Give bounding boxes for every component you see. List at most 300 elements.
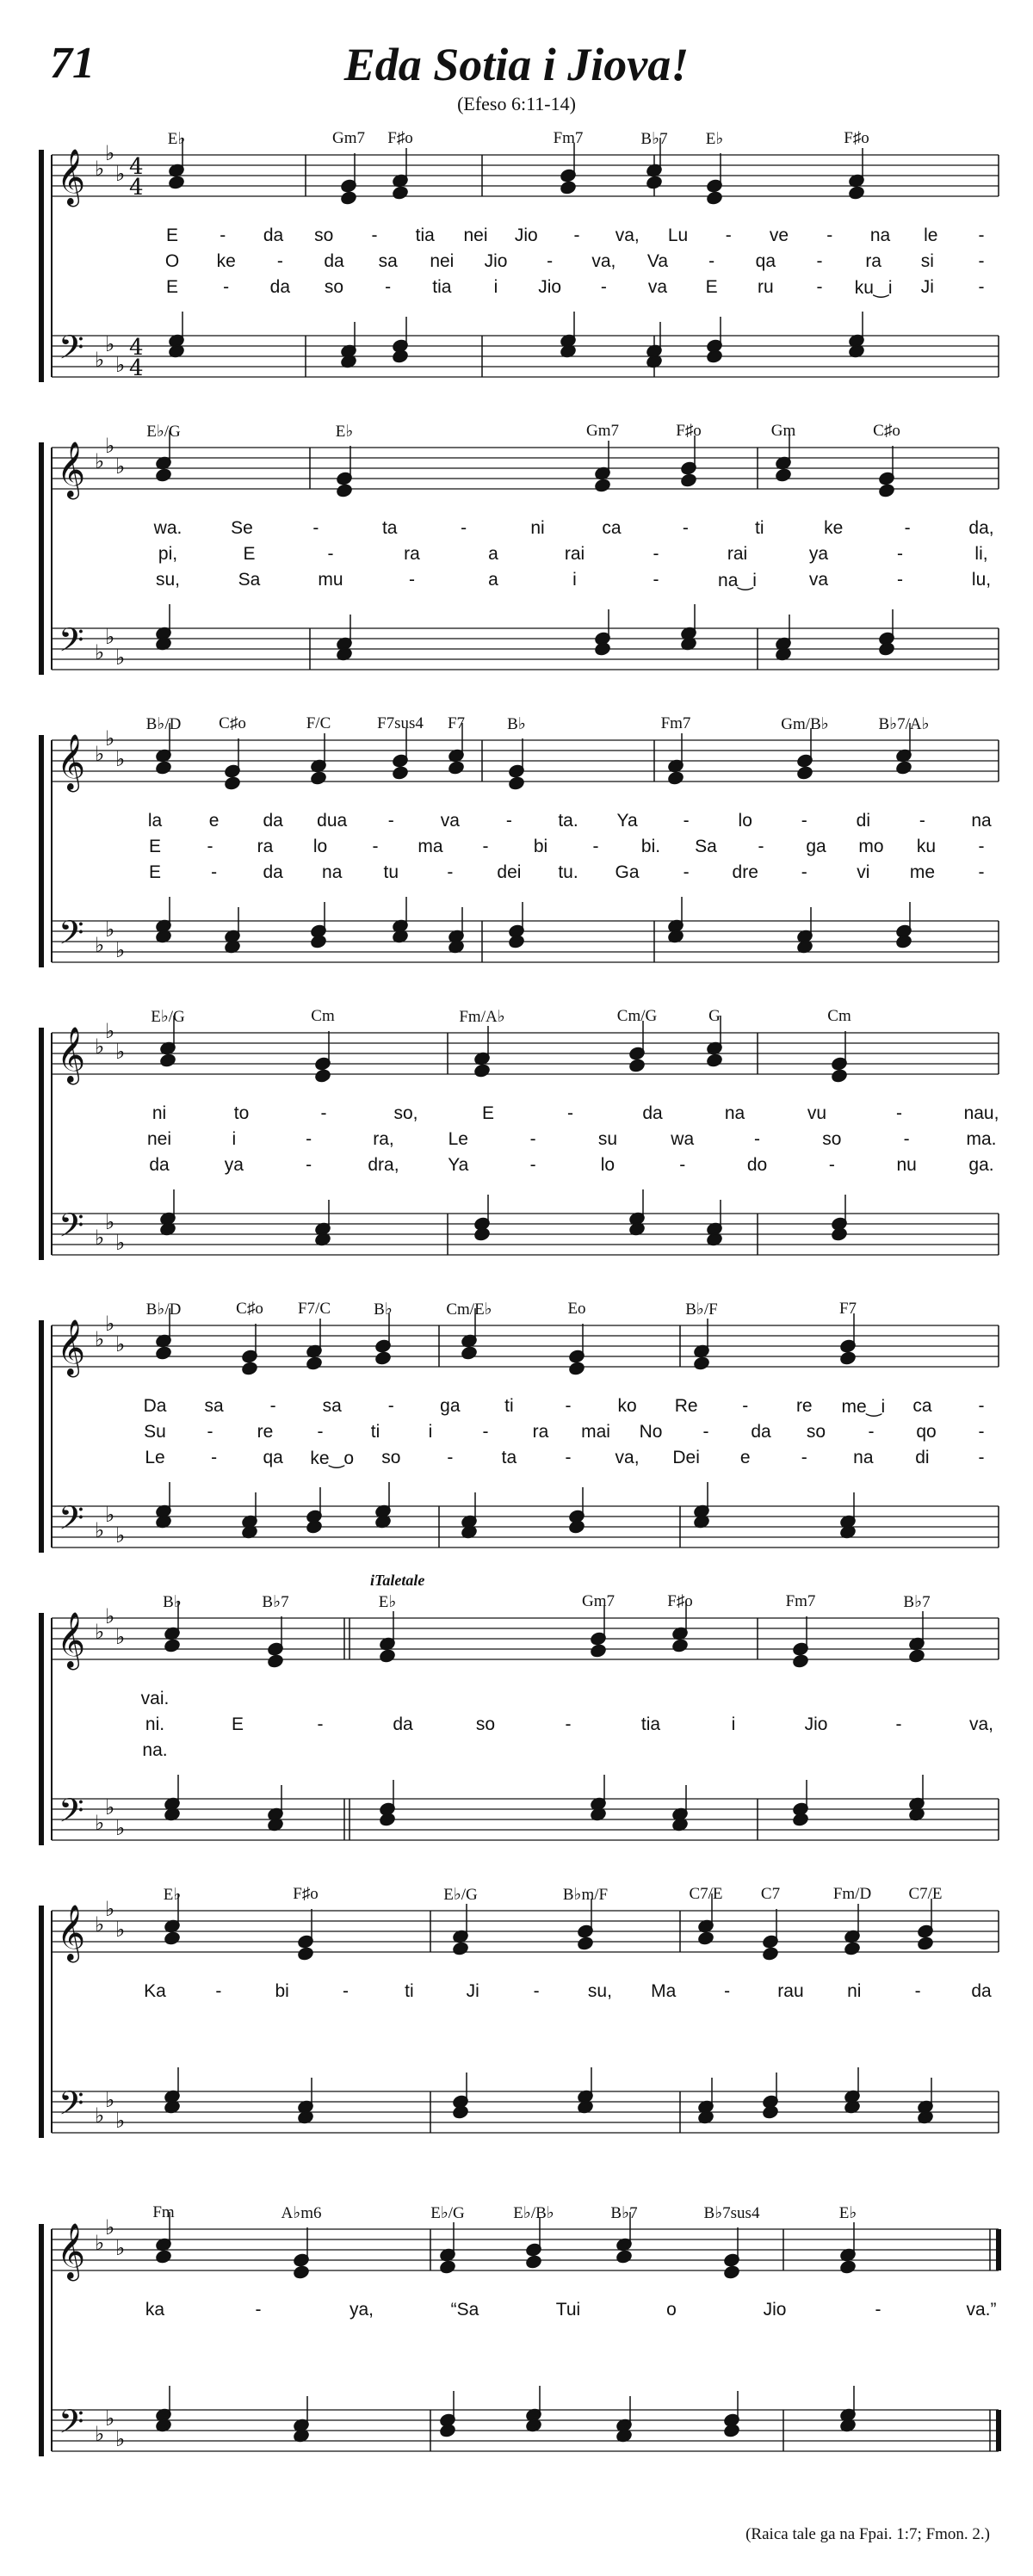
treble-clef: 𝄞 [57, 1027, 86, 1083]
lyric-syllable: ke [216, 251, 236, 271]
chord-symbol: Fm/D [832, 1885, 872, 1903]
lyric-syllable: - [683, 862, 690, 882]
lyric-syllable: su, [155, 570, 181, 590]
lyric-syllable: va [808, 570, 829, 590]
note-head [310, 771, 326, 786]
lyric-syllable: o [666, 2300, 677, 2320]
key-flat: ♭ [105, 1019, 115, 1043]
note-head [306, 1520, 322, 1535]
lyric-syllable: Re [674, 1396, 698, 1416]
treble-clef: 𝄞 [57, 1905, 86, 1961]
lyric-syllable: - [828, 1155, 835, 1175]
lyric-syllable: - [447, 862, 454, 882]
note-head [155, 761, 171, 775]
note-head [723, 2265, 739, 2280]
lyric-syllable: so [806, 1422, 826, 1442]
lyric-syllable: Dei [672, 1448, 700, 1467]
staff-drawing [0, 129, 1033, 422]
lyric-syllable: E [148, 837, 162, 856]
lyric-syllable: ni [847, 1981, 862, 2001]
lyric-syllable: - [207, 1422, 213, 1442]
note-head [473, 1064, 490, 1078]
note-head [895, 761, 912, 775]
lyric-syllable: - [317, 1714, 324, 1734]
lyric-syllable: si [920, 251, 934, 271]
note-head [473, 1227, 490, 1242]
key-flat: ♭ [105, 1604, 115, 1628]
chord-symbol: B♭ [374, 1300, 393, 1319]
lyric-syllable: ni [152, 1103, 167, 1123]
lyric-syllable: ma. [966, 1129, 997, 1149]
note-head [594, 479, 610, 493]
chord-symbol: Fm/A♭ [459, 1008, 505, 1026]
lyric-syllable: a [488, 544, 498, 564]
lyric-syllable: ke [824, 518, 844, 538]
key-flat: ♭ [115, 646, 126, 670]
lyric-syllable: - [897, 544, 903, 564]
treble-clef: 𝄞 [57, 1612, 86, 1668]
chord-symbol: F♯o [293, 1885, 319, 1903]
treble-clef: 𝄞 [57, 2223, 86, 2279]
lyric-syllable: ca [602, 518, 622, 538]
note-head [155, 2250, 171, 2264]
lyric-syllable: ta. [558, 811, 578, 831]
lyric-syllable: ra [865, 251, 881, 271]
lyric-syllable: - [317, 1422, 324, 1442]
lyric-syllable: E [243, 544, 256, 564]
note-head [831, 1227, 847, 1242]
chord-symbol: Gm7 [582, 1592, 615, 1610]
lyric-syllable: - [978, 225, 985, 245]
lyric-syllable: - [565, 1714, 572, 1734]
lyric-syllable: sa [204, 1396, 224, 1416]
note-head [461, 1346, 477, 1361]
note-head [878, 642, 894, 657]
lyric-syllable: nei [146, 1129, 172, 1149]
note-head [796, 766, 813, 781]
lyric-syllable: ru [757, 277, 774, 297]
note-head [168, 176, 184, 190]
bass-clef: 𝄢 [59, 1791, 84, 1838]
chord-symbol: F♯o [667, 1592, 693, 1610]
lyric-syllable: qo [916, 1422, 937, 1442]
lyric-syllable: Le [145, 1448, 165, 1467]
lyric-syllable: - [826, 225, 833, 245]
chord-symbol: B♭7sus4 [703, 2204, 760, 2222]
lyric-syllable: - [565, 1396, 572, 1416]
lyric-syllable: - [269, 1396, 276, 1416]
lyric-syllable: Se [231, 518, 253, 538]
lyric-syllable: ti [755, 518, 764, 538]
key-flat: ♭ [115, 162, 126, 186]
staff-system [0, 1007, 1033, 1291]
chord-symbol: E♭ [838, 2204, 857, 2222]
lyric-syllable: - [724, 1981, 731, 2001]
lyric-syllable: ya [224, 1155, 244, 1175]
note-head [439, 2424, 455, 2438]
lyric-syllable: ku [916, 837, 937, 856]
chord-symbol: F7 [838, 1300, 857, 1318]
bass-clef: 𝄢 [59, 621, 84, 667]
lyric-syllable: na‿i [718, 571, 757, 590]
note-head [508, 776, 524, 791]
lyric-syllable: da [971, 1981, 992, 2001]
note-head [594, 642, 610, 657]
lyric-syllable: - [482, 1422, 489, 1442]
lyric-syllable: dei [497, 862, 522, 882]
lyric-syllable: “Sa [450, 2300, 479, 2320]
chord-symbol: C7 [760, 1885, 781, 1903]
bass-clef: 𝄢 [59, 328, 84, 374]
lyric-syllable: ga. [968, 1155, 994, 1175]
note-head [340, 191, 356, 206]
lyric-syllable: vai. [140, 1689, 170, 1708]
lyric-syllable: - [529, 1129, 536, 1149]
lyric-syllable: i [493, 277, 498, 297]
lyric-syllable: lo [738, 811, 752, 831]
note-head [336, 484, 352, 498]
note-head [508, 935, 524, 949]
lyric-syllable: - [547, 251, 554, 271]
lyric-syllable: la [147, 811, 163, 831]
lyric-syllable: No [639, 1422, 663, 1442]
chord-symbol: E♭ [167, 130, 186, 148]
lyric-syllable: da, [968, 518, 994, 538]
lyric-syllable: Tui [555, 2300, 581, 2320]
lyric-syllable: - [903, 1129, 910, 1149]
lyric-syllable: - [679, 1155, 686, 1175]
lyric-syllable: - [816, 277, 823, 297]
chord-symbol: E♭ [335, 423, 354, 441]
lyric-syllable: Da [143, 1396, 167, 1416]
note-head [775, 468, 791, 483]
lyric-syllable: bi [533, 837, 548, 856]
lyric-syllable: - [320, 1103, 327, 1123]
note-head [667, 771, 684, 786]
chord-symbol: F♯o [387, 129, 413, 147]
lyric-syllable: - [904, 518, 911, 538]
lyric-syllable: da [324, 251, 344, 271]
key-flat: ♭ [115, 454, 126, 479]
lyric-syllable: na [869, 225, 891, 245]
note-head [379, 1813, 395, 1827]
lyric-syllable: va.” [966, 2300, 997, 2320]
note-head [392, 186, 408, 201]
chord-symbol: Cm [827, 1007, 851, 1025]
note-head [392, 349, 408, 364]
key-flat: ♭ [95, 2103, 105, 2128]
chord-symbol: Fm [152, 2203, 175, 2221]
bass-clef: 𝄢 [59, 2084, 84, 2130]
key-flat: ♭ [95, 2231, 105, 2255]
lyric-syllable: - [801, 811, 807, 831]
lyric-syllable: - [914, 1981, 921, 2001]
lyric-syllable: - [978, 1448, 985, 1467]
lyric-syllable: - [567, 1103, 573, 1123]
lyric-syllable: ra [532, 1422, 549, 1442]
lyric-syllable: Ya [616, 811, 638, 831]
key-flat: ♭ [105, 625, 115, 649]
key-flat: ♭ [115, 1816, 126, 1840]
key-flat: ♭ [95, 1327, 105, 1351]
lyric-syllable: li, [974, 544, 988, 564]
lyric-syllable: na [971, 811, 992, 831]
key-flat: ♭ [95, 1620, 105, 1644]
lyric-syllable: - [306, 1129, 312, 1149]
lyric-syllable: Ji [466, 1981, 479, 2001]
chord-symbol: B♭/D [145, 1300, 182, 1319]
lyric-syllable: - [801, 862, 807, 882]
lyric-syllable: ke‿o [310, 1449, 355, 1468]
time-signature: 4 [129, 175, 144, 201]
note-head [706, 349, 722, 364]
lyric-syllable: ra [257, 837, 274, 856]
chord-symbol: C♯o [236, 1300, 263, 1318]
note-head [723, 2424, 739, 2438]
lyric-syllable: ra, [373, 1129, 394, 1149]
note-head [379, 1649, 395, 1664]
note-head [671, 1639, 688, 1653]
lyric-syllable: Sa [695, 837, 717, 856]
note-head [392, 766, 408, 781]
staff-system [0, 422, 1033, 706]
key-flat: ♭ [105, 2406, 115, 2431]
lyric-syllable: pi, [158, 544, 178, 564]
note-head [848, 186, 864, 201]
staff-drawing [0, 1592, 1033, 1885]
chord-symbol: F7sus4 [377, 714, 424, 732]
lyric-syllable: qa [755, 251, 776, 271]
section-mark: iTaletale [370, 1572, 425, 1589]
chord-symbol: B♭7 [640, 130, 668, 148]
note-head [267, 1654, 283, 1669]
key-flat: ♭ [105, 1312, 115, 1336]
footer-note: (Raica tale ga na Fpai. 1:7; Fmon. 2.) [745, 2525, 990, 2543]
key-flat: ♭ [115, 1040, 126, 1064]
lyric-syllable: do [746, 1155, 768, 1175]
lyric-syllable: - [211, 1448, 218, 1467]
lyric-syllable: rau [777, 1981, 804, 2001]
lyric-syllable: rai [727, 544, 748, 564]
lyric-syllable: so [381, 1448, 401, 1467]
staff-drawing [0, 714, 1033, 1007]
lyric-syllable: Ji [920, 277, 934, 297]
staff-system [0, 2203, 1033, 2496]
lyric-syllable: va, [615, 225, 640, 245]
chord-symbol: B♭/D [145, 715, 182, 733]
chord-symbol: F/C [306, 714, 331, 732]
bass-clef: 𝄢 [59, 1498, 84, 1545]
key-flat: ♭ [115, 1523, 126, 1547]
lyric-syllable: Jio [514, 225, 538, 245]
lyric-syllable: Lu [667, 225, 689, 245]
lyric-syllable: - [372, 837, 379, 856]
lyric-syllable: na [853, 1448, 874, 1467]
lyric-syllable: di [915, 1448, 930, 1467]
lyric-syllable: ra [404, 544, 420, 564]
note-head [908, 1649, 925, 1664]
key-flat: ♭ [115, 2427, 126, 2451]
lyric-syllable: bi [275, 1981, 289, 2001]
note-head [568, 1520, 585, 1535]
lyric-syllable: da [263, 225, 284, 245]
note-head [844, 1942, 860, 1956]
lyric-syllable: e [208, 811, 220, 831]
lyric-syllable: E [165, 225, 179, 245]
staff-system [0, 1885, 1033, 2169]
lyric-syllable: - [447, 1448, 454, 1467]
key-flat: ♭ [105, 332, 115, 356]
lyric-syllable: - [482, 837, 489, 856]
lyric-syllable: - [529, 1155, 536, 1175]
chord-symbol: Cm [311, 1007, 335, 1025]
lyric-syllable: E [231, 1714, 244, 1734]
lyric-syllable: so, [393, 1103, 418, 1123]
lyric-syllable: - [758, 837, 764, 856]
chord-symbol: F♯o [844, 129, 869, 147]
chord-symbol: Gm7 [332, 129, 365, 147]
lyric-syllable: - [505, 811, 512, 831]
key-flat: ♭ [95, 1035, 105, 1059]
note-head [306, 1356, 322, 1371]
lyric-syllable: Ma [651, 1981, 677, 2001]
bass-clef: 𝄢 [59, 1206, 84, 1252]
lyric-syllable: na [322, 862, 343, 882]
lyric-syllable: ta [501, 1448, 517, 1467]
lyric-syllable: - [371, 225, 378, 245]
lyric-syllable: rai [564, 544, 585, 564]
lyric-syllable: da [263, 862, 283, 882]
note-head [628, 1059, 645, 1073]
lyric-syllable: mu [318, 570, 343, 590]
note-head [241, 1362, 257, 1376]
lyric-syllable: wa. [153, 518, 182, 538]
note-head [164, 1639, 180, 1653]
key-flat: ♭ [95, 933, 105, 957]
lyric-syllable: - [896, 1103, 902, 1123]
note-head [155, 468, 171, 483]
note-head [792, 1654, 808, 1669]
chord-symbol: Cm/E♭ [446, 1300, 492, 1319]
key-flat: ♭ [95, 1518, 105, 1542]
treble-clef: 𝄞 [57, 442, 86, 497]
lyric-syllable: - [211, 862, 218, 882]
lyric-syllable: - [306, 1155, 312, 1175]
lyric-syllable: lo [312, 837, 328, 856]
chord-symbol: B♭ [163, 1593, 182, 1611]
lyric-syllable: - [702, 1422, 709, 1442]
lyric-syllable: - [223, 277, 230, 297]
key-flat: ♭ [105, 2215, 115, 2239]
lyric-syllable: - [708, 251, 715, 271]
time-signature: 4 [129, 335, 144, 361]
note-head [568, 1362, 585, 1376]
chord-symbol: Cm/G [616, 1007, 658, 1025]
chord-symbol: C7/E [689, 1885, 723, 1903]
chord-symbol: E♭ [705, 130, 724, 148]
lyric-syllable: i [232, 1129, 237, 1149]
lyric-syllable: - [461, 518, 467, 538]
key-flat: ♭ [115, 1625, 126, 1649]
lyric-syllable: - [978, 251, 985, 271]
lyric-syllable: - [897, 570, 903, 590]
lyric-syllable: Jio [804, 1714, 828, 1734]
lyric-syllable: ko [617, 1396, 637, 1416]
chord-symbol: B♭7/A♭ [878, 715, 930, 733]
staff-drawing [0, 1885, 1033, 2178]
lyric-syllable: tu. [558, 862, 578, 882]
lyric-syllable: - [565, 1448, 572, 1467]
key-flat: ♭ [105, 1897, 115, 1921]
lyric-syllable: va [440, 811, 460, 831]
key-flat: ♭ [95, 1811, 105, 1835]
lyric-syllable: nu [896, 1155, 917, 1175]
lyric-syllable: na [724, 1103, 745, 1123]
lyric-syllable: ni [530, 518, 545, 538]
chord-symbol: F7/C [297, 1300, 331, 1318]
lyric-syllable: - [385, 277, 392, 297]
lyric-syllable: ya [808, 544, 829, 564]
bass-clef: 𝄢 [59, 2402, 84, 2449]
lyric-syllable: E [165, 277, 179, 297]
chord-symbol: B♭7 [262, 1593, 289, 1611]
note-head [839, 1351, 856, 1366]
treble-clef: 𝄞 [57, 149, 86, 205]
chord-symbol: Gm [770, 422, 796, 440]
chord-symbol: F7 [447, 714, 466, 732]
lyric-syllable: tia [432, 277, 452, 297]
lyric-syllable: - [653, 544, 659, 564]
chord-symbol: Fm7 [660, 714, 691, 732]
lyric-syllable: Ka [144, 1981, 166, 2001]
note-head [590, 1644, 606, 1659]
lyric-syllable: - [742, 1396, 749, 1416]
lyric-syllable: so [324, 277, 344, 297]
key-flat: ♭ [115, 2236, 126, 2260]
lyric-syllable: - [978, 837, 985, 856]
note-head [831, 1069, 847, 1084]
note-head [439, 2260, 455, 2275]
lyric-syllable: e [739, 1448, 751, 1467]
lyric-syllable: Su [144, 1422, 166, 1442]
lyric-syllable: so [822, 1129, 842, 1149]
lyric-syllable: ti [405, 1981, 414, 2001]
key-flat: ♭ [95, 348, 105, 372]
lyric-syllable: - [207, 837, 213, 856]
lyric-syllable: va, [591, 251, 616, 271]
lyric-syllable: dra, [368, 1155, 399, 1175]
lyric-syllable: E [705, 277, 718, 297]
chord-symbol: Fm7 [553, 129, 584, 147]
lyric-syllable: - [978, 277, 985, 297]
hymn-number: 71 [50, 39, 95, 88]
lyric-syllable: so [314, 225, 334, 245]
note-head [452, 2105, 468, 2120]
lyric-syllable: ta [381, 518, 398, 538]
lyric-syllable: ga [440, 1396, 461, 1416]
key-flat: ♭ [115, 1918, 126, 1942]
lyric-syllable: nei [430, 251, 455, 271]
lyric-syllable: - [327, 544, 334, 564]
lyric-syllable: Jio [538, 277, 562, 297]
note-head [615, 2250, 632, 2264]
lyric-syllable: Jio [484, 251, 508, 271]
chord-symbol: E♭ [378, 1593, 397, 1611]
chord-symbol: E♭/G [430, 2204, 465, 2222]
lyric-syllable: - [343, 1981, 349, 2001]
staff-system [0, 714, 1033, 998]
staff-drawing [0, 422, 1033, 714]
